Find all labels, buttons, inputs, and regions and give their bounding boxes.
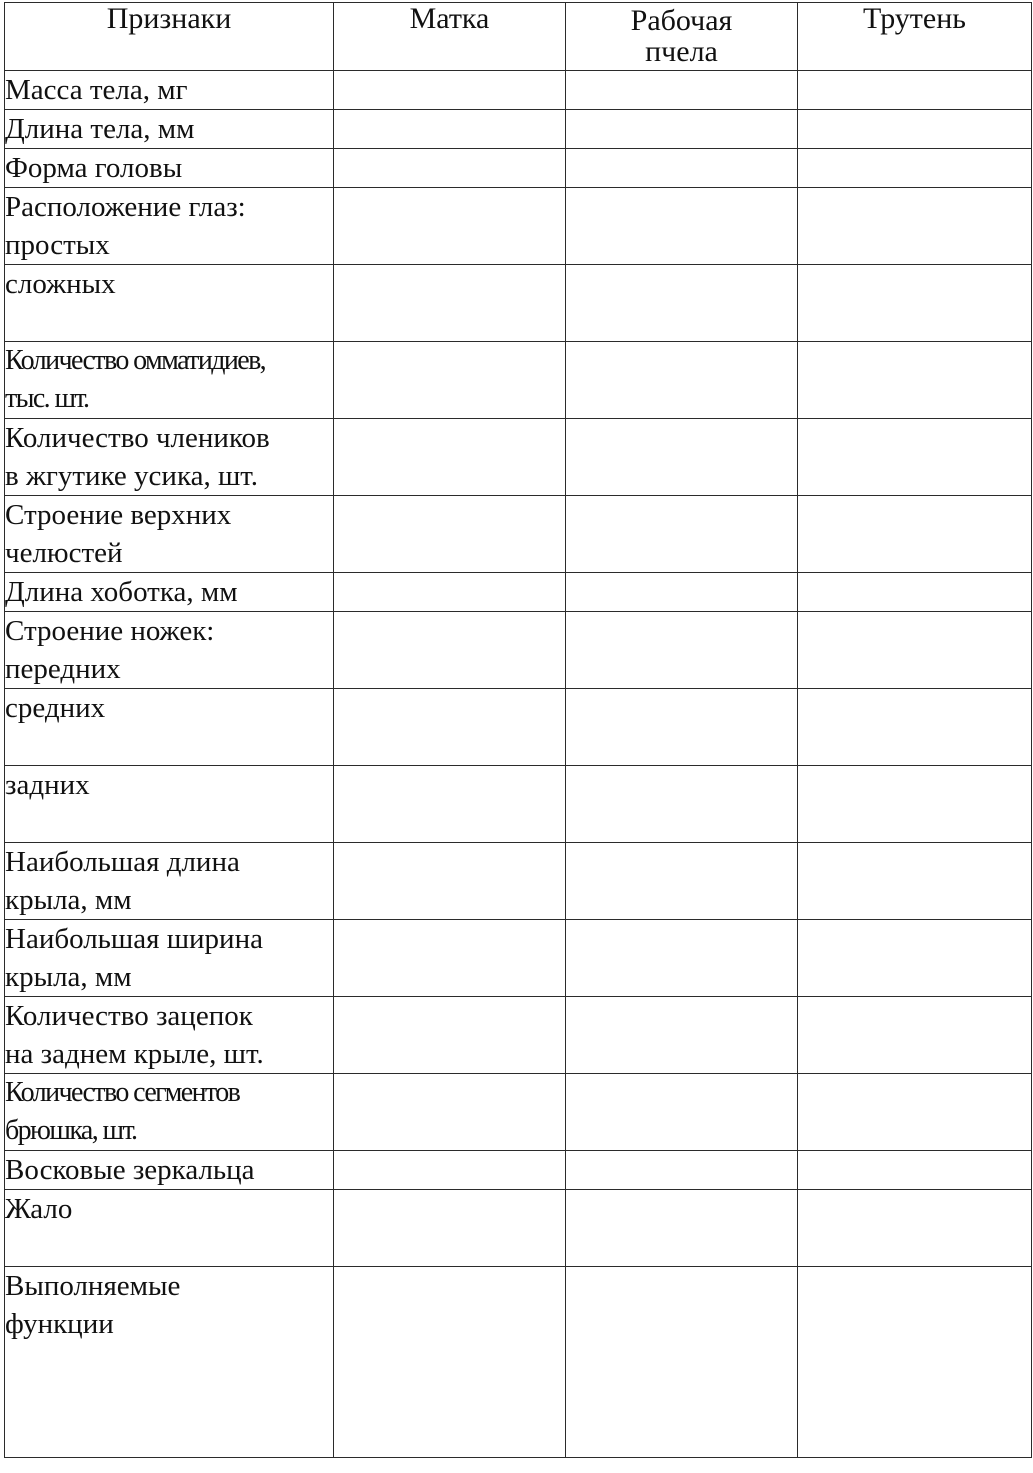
table-row: [5, 1151, 1032, 1190]
row-label-line2: тыс. шт.: [5, 383, 89, 414]
drone-cell[interactable]: [798, 766, 1032, 843]
table-row: [5, 1190, 1032, 1267]
row-label: [5, 265, 334, 342]
row-label: [5, 149, 334, 188]
drone-cell[interactable]: [798, 496, 1032, 573]
table-row: [5, 573, 1032, 612]
worker-cell[interactable]: [566, 1151, 798, 1190]
drone-cell[interactable]: [798, 689, 1032, 766]
row-label-line1: Количество омматидиев,: [5, 345, 266, 376]
worker-cell[interactable]: [566, 766, 798, 843]
drone-cell[interactable]: [798, 1074, 1032, 1151]
row-label-line2: в жгутике усика, шт.: [5, 460, 259, 492]
row-label-line2: брюшка, шт.: [5, 1115, 137, 1146]
table-row: [5, 265, 1032, 342]
queen-cell[interactable]: [334, 265, 566, 342]
row-label: [5, 920, 334, 997]
queen-cell[interactable]: [334, 1151, 566, 1190]
row-label-line2: крыла, мм: [5, 961, 132, 993]
worker-cell[interactable]: [566, 920, 798, 997]
worker-cell[interactable]: [566, 342, 798, 419]
worker-cell[interactable]: [566, 689, 798, 766]
table-row: [5, 188, 1032, 265]
row-label-line1: Наибольшая ширина: [5, 923, 263, 955]
row-label: [5, 188, 334, 265]
table-row: [5, 110, 1032, 149]
worker-cell[interactable]: [566, 188, 798, 265]
queen-cell[interactable]: [334, 1190, 566, 1267]
row-label-line1: сложных: [5, 268, 116, 300]
row-label-line1: Масса тела, мг: [5, 74, 188, 106]
drone-cell[interactable]: [798, 1151, 1032, 1190]
header-feature: Признаки: [5, 3, 334, 71]
table-row: [5, 766, 1032, 843]
worker-cell[interactable]: [566, 997, 798, 1074]
worker-cell[interactable]: [566, 1267, 798, 1458]
row-label-line1: Количество сегментов: [5, 1077, 240, 1108]
row-label-line2: челюстей: [5, 537, 123, 569]
drone-cell[interactable]: [798, 342, 1032, 419]
drone-cell[interactable]: [798, 419, 1032, 496]
header-worker-line1: Рабочая: [630, 4, 733, 37]
row-label-line1: Количество члеников: [5, 422, 270, 454]
row-label-line1: Расположение глаз:: [5, 191, 246, 223]
header-worker-bee: [566, 3, 798, 71]
queen-cell[interactable]: [334, 342, 566, 419]
drone-cell[interactable]: [798, 71, 1032, 110]
row-label: [5, 496, 334, 573]
row-label-line1: Длина хоботка, мм: [5, 576, 238, 608]
queen-cell[interactable]: [334, 110, 566, 149]
queen-cell[interactable]: [334, 920, 566, 997]
worker-cell[interactable]: [566, 71, 798, 110]
drone-cell[interactable]: [798, 265, 1032, 342]
table-row: [5, 997, 1032, 1074]
row-label: [5, 419, 334, 496]
row-label: [5, 766, 334, 843]
row-label: [5, 71, 334, 110]
row-label: [5, 342, 334, 419]
table-row: [5, 419, 1032, 496]
table-row: [5, 149, 1032, 188]
row-label-line2: простых: [5, 229, 110, 261]
row-label: [5, 612, 334, 689]
queen-cell[interactable]: [334, 612, 566, 689]
table-row: [5, 1267, 1032, 1458]
drone-cell[interactable]: [798, 110, 1032, 149]
worker-cell[interactable]: [566, 110, 798, 149]
row-label-line1: Строение верхних: [5, 499, 232, 531]
table-row: [5, 496, 1032, 573]
worker-cell[interactable]: [566, 612, 798, 689]
drone-cell[interactable]: [798, 612, 1032, 689]
drone-cell[interactable]: [798, 920, 1032, 997]
queen-cell[interactable]: [334, 573, 566, 612]
bee-castes-comparison-table: [4, 2, 1032, 1458]
worker-cell[interactable]: [566, 1190, 798, 1267]
row-label-line2: функции: [5, 1308, 114, 1340]
drone-cell[interactable]: [798, 188, 1032, 265]
header-drone: Трутень: [798, 3, 1032, 71]
row-label: [5, 1074, 334, 1151]
row-label: [5, 997, 334, 1074]
table-row: [5, 843, 1032, 920]
header-queen: Матка: [334, 3, 566, 71]
row-label: [5, 1151, 334, 1190]
worker-cell[interactable]: [566, 573, 798, 612]
row-label-line1: Выполняемые: [5, 1270, 181, 1302]
drone-cell[interactable]: [798, 1267, 1032, 1458]
row-label-line1: Форма головы: [5, 152, 183, 184]
row-label-line1: задних: [5, 769, 90, 801]
queen-cell[interactable]: [334, 766, 566, 843]
row-label: [5, 1267, 334, 1458]
queen-cell[interactable]: [334, 419, 566, 496]
drone-cell[interactable]: [798, 149, 1032, 188]
queen-cell[interactable]: [334, 843, 566, 920]
row-label-line1: Длина тела, мм: [5, 113, 195, 145]
worker-cell[interactable]: [566, 843, 798, 920]
row-label-line2: крыла, мм: [5, 884, 132, 916]
header-worker-line2: пчела: [645, 35, 718, 68]
table-row: [5, 1074, 1032, 1151]
worker-cell[interactable]: [566, 1074, 798, 1151]
queen-cell[interactable]: [334, 1074, 566, 1151]
worker-cell[interactable]: [566, 496, 798, 573]
row-label-line1: средних: [5, 692, 106, 724]
worker-cell[interactable]: [566, 265, 798, 342]
queen-cell[interactable]: [334, 997, 566, 1074]
queen-cell[interactable]: [334, 188, 566, 265]
row-label-line1: Количество зацепок: [5, 1000, 253, 1032]
row-label-line2: на заднем крыле, шт.: [5, 1038, 264, 1070]
row-label-line1: Восковые зеркальца: [5, 1154, 255, 1186]
row-label: [5, 689, 334, 766]
table-row: [5, 612, 1032, 689]
row-label-line2: передних: [5, 653, 121, 685]
header-row: [5, 3, 1032, 71]
queen-cell[interactable]: [334, 496, 566, 573]
drone-cell[interactable]: [798, 1190, 1032, 1267]
table-row: [5, 342, 1032, 419]
row-label: [5, 573, 334, 612]
queen-cell[interactable]: [334, 1267, 566, 1458]
drone-cell[interactable]: [798, 573, 1032, 612]
queen-cell[interactable]: [334, 689, 566, 766]
row-label-line1: Строение ножек:: [5, 615, 215, 647]
row-label: [5, 1190, 334, 1267]
table-row: [5, 689, 1032, 766]
worker-cell[interactable]: [566, 149, 798, 188]
drone-cell[interactable]: [798, 843, 1032, 920]
row-label-line1: Наибольшая длина: [5, 846, 240, 878]
drone-cell[interactable]: [798, 997, 1032, 1074]
row-label-line1: Жало: [5, 1193, 73, 1225]
row-label: [5, 110, 334, 149]
row-label: [5, 843, 334, 920]
queen-cell[interactable]: [334, 71, 566, 110]
table-row: [5, 920, 1032, 997]
table-row: [5, 71, 1032, 110]
queen-cell[interactable]: [334, 149, 566, 188]
worker-cell[interactable]: [566, 419, 798, 496]
